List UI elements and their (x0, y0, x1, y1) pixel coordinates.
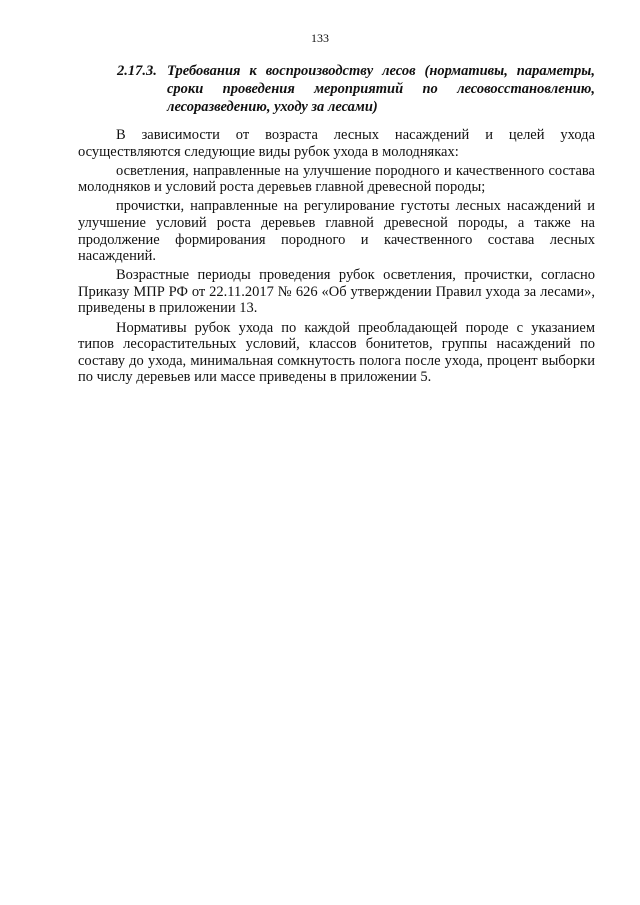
paragraph-standards: Нормативы рубок ухода по каждой преобладающей породе с указанием типов лесорастительных условий, классов бонитетов, группы насаждений по составу до ухода, минимальная сомкнутость полога после ухода, процент выборки по числу деревьев или массе приведены в приложении 5. (78, 319, 595, 386)
section-number: 2.17.3. (117, 63, 157, 79)
paragraph-intro: В зависимости от возраста лесных насаждений и целей ухода осуществляются следующие виды рубок ухода в молодняках: (78, 127, 595, 160)
paragraph-cleaning: осветления, направленные на улучшение породного и качественного состава молодняков и условий роста деревьев главной древесной породы; (78, 162, 595, 196)
section-title: Требования к воспроизводству лесов (нормативы, параметры, сроки проведения мероприятий по лесовосстановлению, лесоразведению, уходу за лесами) (167, 63, 595, 115)
body-text (78, 127, 595, 388)
page-number: 133 (311, 31, 329, 45)
paragraph-age-periods: Возрастные периоды проведения рубок осветления, прочистки, согласно Приказу МПР РФ от 22.11.2017 № 626 «Об утверждении Правил ухода за лесами», приведены в приложении 13. (78, 267, 595, 317)
paragraph-thinning: прочистки, направленные на регулирование густоты лесных насаждений и улучшение условий роста деревьев главной древесной породы, а также на продолжение формирования породного и качественного состава лесных насаждений. (78, 198, 595, 265)
section-heading (117, 62, 595, 116)
